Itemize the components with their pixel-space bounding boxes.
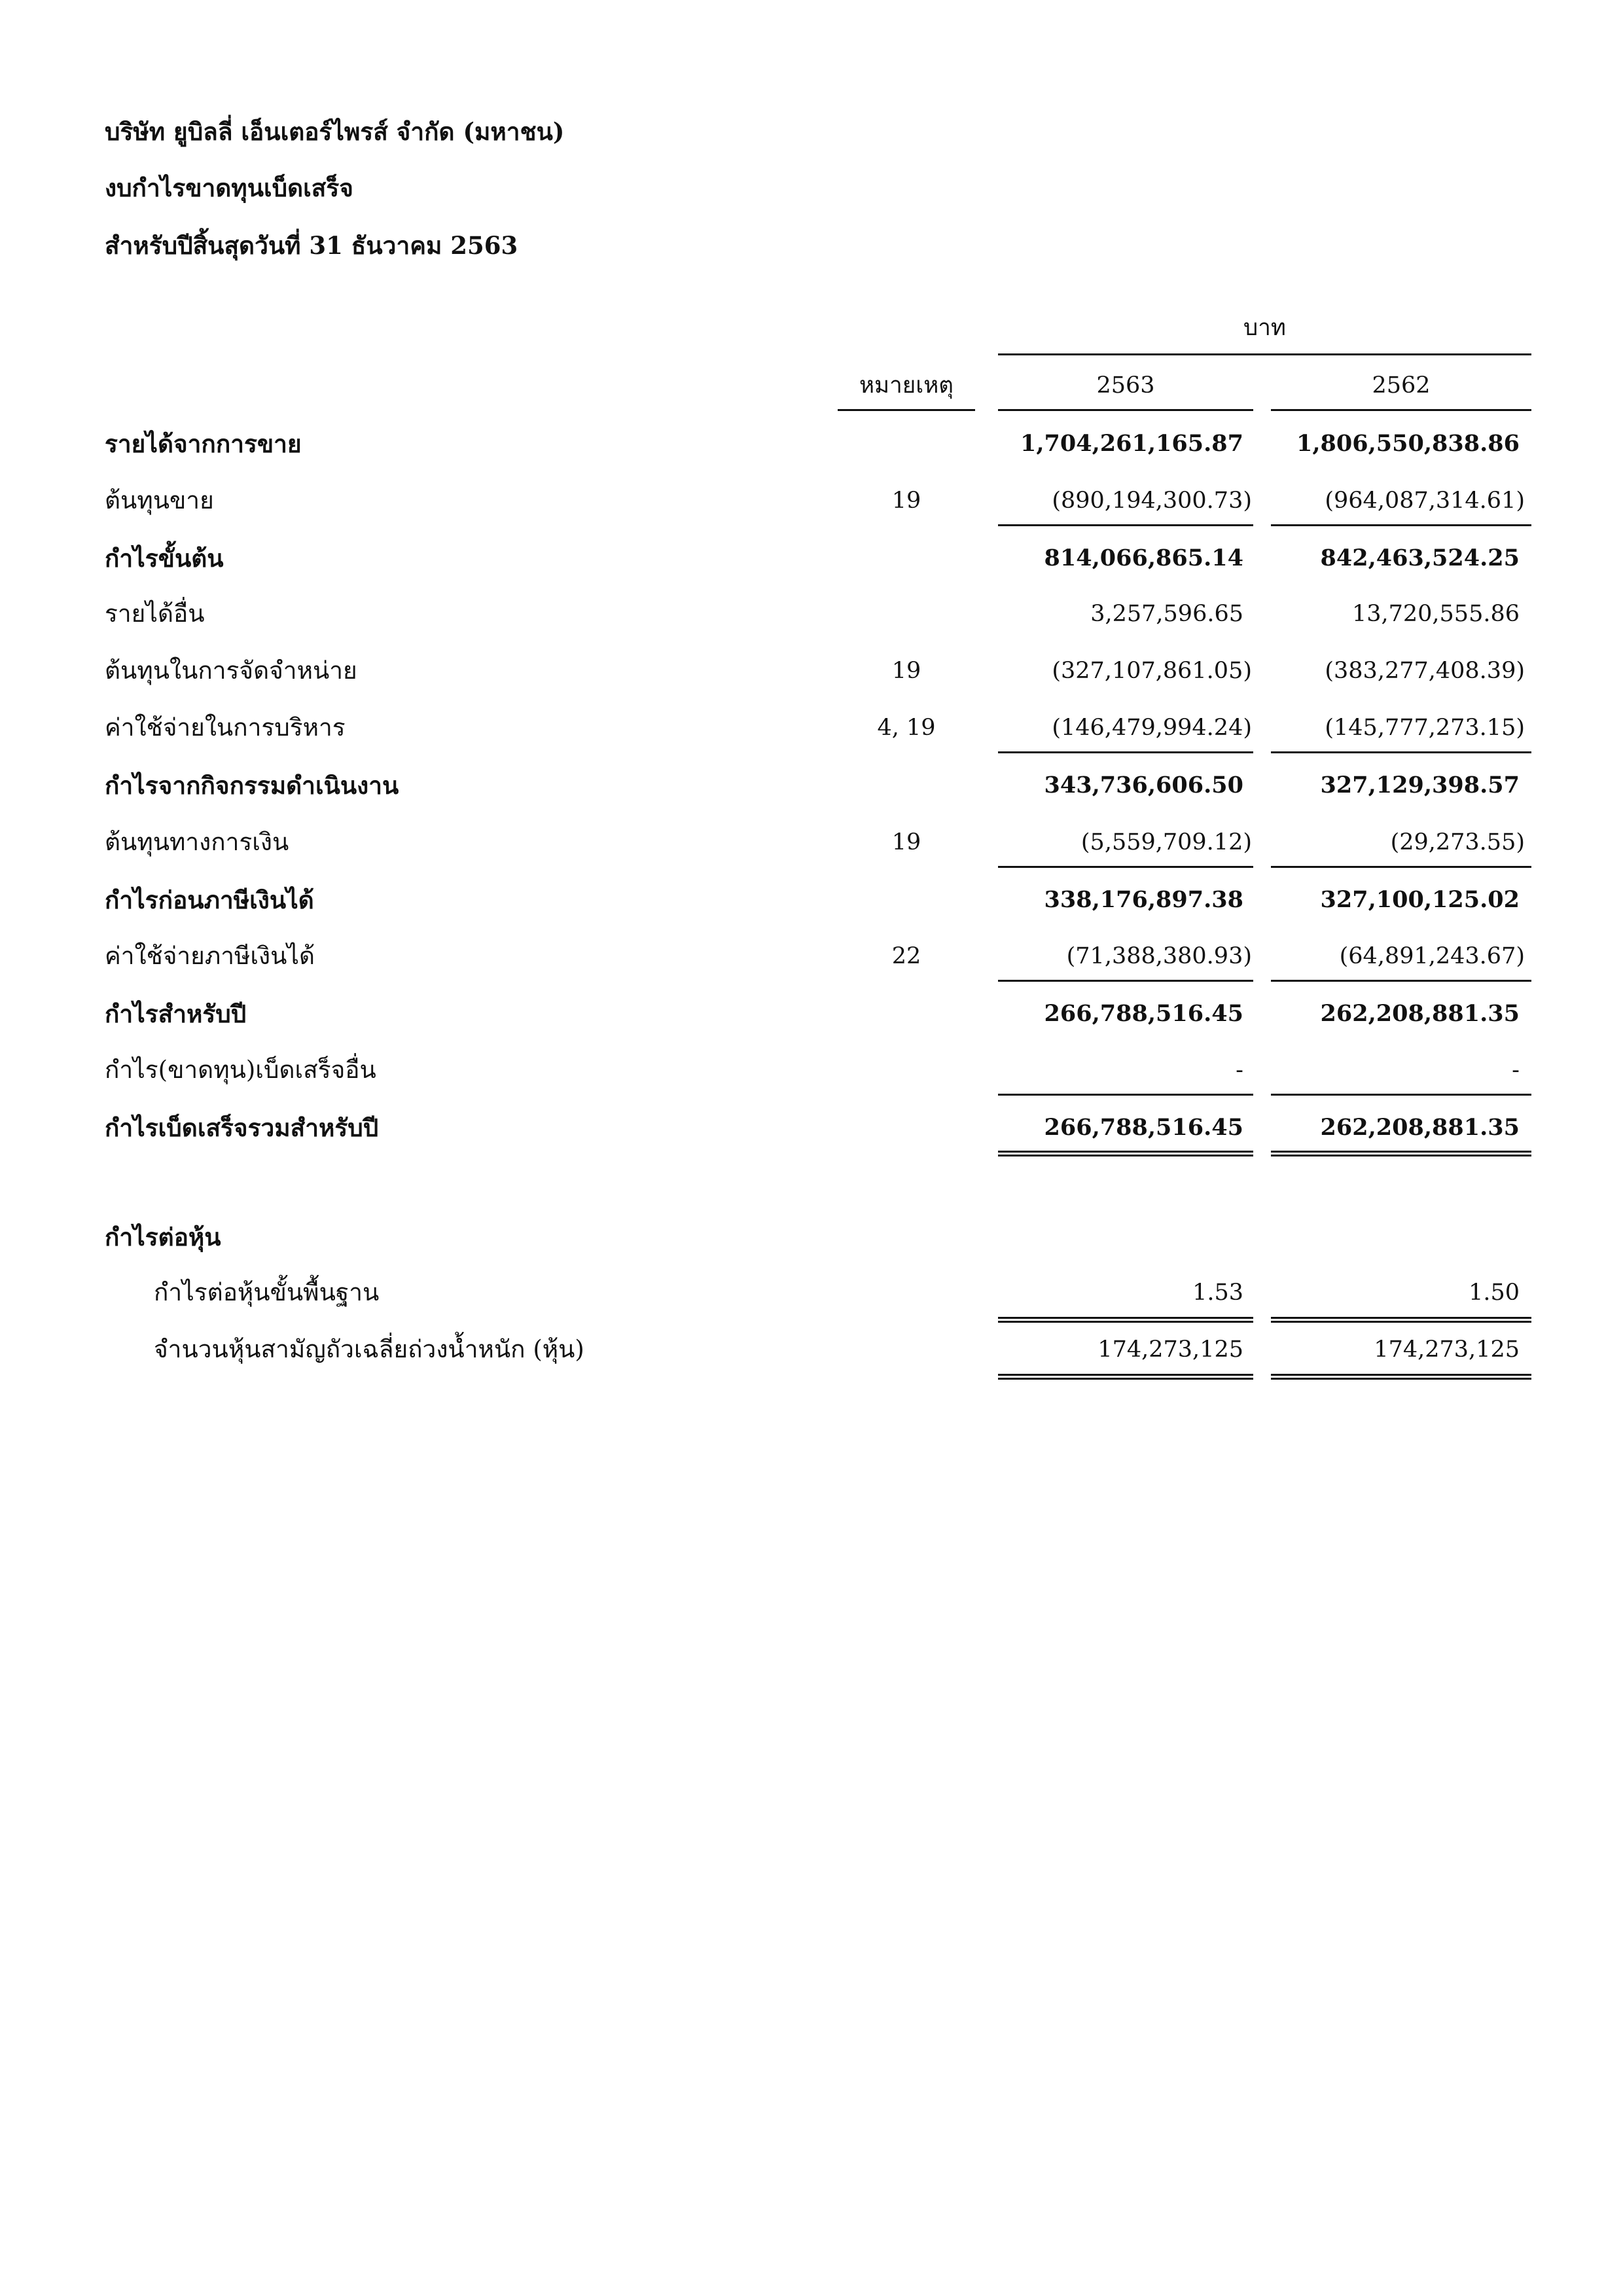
row-value-2563: (327,107,861.05) xyxy=(1052,658,1252,684)
row-label: กำไรขั้นต้น xyxy=(105,544,224,573)
year1-heading-underline xyxy=(998,409,1253,411)
row-note: 22 xyxy=(891,943,921,969)
row-value-2563: 814,066,865.14 xyxy=(1044,545,1243,571)
row-value-2562: 327,100,125.02 xyxy=(1320,886,1520,913)
subtotal-line xyxy=(998,980,1253,982)
subtotal-line xyxy=(998,866,1253,868)
row-total-comprehensive-income xyxy=(0,1111,1623,1144)
total-double-line xyxy=(1271,1151,1531,1157)
row-value-2563: 3,257,596.65 xyxy=(1090,601,1243,627)
row-value-2562: 13,720,555.86 xyxy=(1351,601,1520,627)
row-label: ต้นทุนในการจัดจำหน่าย xyxy=(105,656,357,685)
row-value-2563: 338,176,897.38 xyxy=(1044,886,1243,913)
subtotal-line xyxy=(1271,866,1531,868)
subtotal-line xyxy=(1271,524,1531,526)
row-operating-profit xyxy=(0,769,1623,802)
row-administrative-expenses xyxy=(0,711,1623,744)
statement-title: งบกำไรขาดทุนเบ็ดเสร็จ xyxy=(105,173,353,202)
row-value-2562: (64,891,243.67) xyxy=(1339,943,1525,969)
row-label: ค่าใช้จ่ายในการบริหาร xyxy=(105,713,346,742)
row-note: 19 xyxy=(891,488,921,514)
row-value-2562: 1.50 xyxy=(1469,1280,1520,1306)
currency-heading: บาท xyxy=(1243,315,1286,341)
subtotal-line xyxy=(998,751,1253,753)
row-sales-revenue xyxy=(0,427,1623,460)
note-heading-underline xyxy=(838,409,975,411)
eps-double-line xyxy=(998,1317,1253,1323)
year2-heading-underline xyxy=(1271,409,1531,411)
company-name: บริษัท ยูบิลลี่ เอ็นเตอร์ไพรส์ จำกัด (มหาชน) xyxy=(105,117,565,146)
row-value-2562: 327,129,398.57 xyxy=(1320,772,1520,798)
row-value-2563: 1,704,261,165.87 xyxy=(1020,430,1243,457)
subtotal-line xyxy=(1271,751,1531,753)
row-finance-costs xyxy=(0,826,1623,859)
subtotal-line xyxy=(1271,980,1531,982)
row-value-2562: (145,777,273.15) xyxy=(1325,715,1525,741)
row-value-2563: (71,388,380.93) xyxy=(1066,943,1252,969)
row-other-income xyxy=(0,598,1623,630)
row-distribution-costs xyxy=(0,655,1623,687)
row-note: 4, 19 xyxy=(877,715,936,741)
row-value-2562: 262,208,881.35 xyxy=(1320,1114,1520,1141)
row-label: รายได้จากการขาย xyxy=(105,429,302,458)
eps-section-title xyxy=(0,1221,1623,1253)
row-value-2562: 1,806,550,838.86 xyxy=(1296,430,1520,457)
row-note: 19 xyxy=(891,658,921,684)
row-basic-eps xyxy=(0,1276,1623,1309)
row-label: ต้นทุนทางการเงิน xyxy=(105,828,289,856)
row-value-2563: 343,736,606.50 xyxy=(1044,772,1243,798)
statement-period: สำหรับปีสิ้นสุดวันที่ 31 ธันวาคม 2563 xyxy=(105,231,518,260)
row-value-2562: 174,273,125 xyxy=(1374,1336,1520,1363)
subtotal-line xyxy=(998,524,1253,526)
row-value-2563: 174,273,125 xyxy=(1097,1336,1243,1363)
eps-title: กำไรต่อหุ้น xyxy=(105,1223,221,1251)
row-value-2563: 1.53 xyxy=(1192,1280,1243,1306)
eps-double-line xyxy=(1271,1317,1531,1323)
year-2563-heading: 2563 xyxy=(1096,372,1155,399)
row-value-2562: 262,208,881.35 xyxy=(1320,1000,1520,1027)
row-label: รายได้อื่น xyxy=(105,600,205,628)
total-double-line xyxy=(998,1151,1253,1157)
row-label: กำไรต่อหุ้นขั้นพื้นฐาน xyxy=(154,1278,380,1306)
row-value-2563: (5,559,709.12) xyxy=(1080,829,1252,855)
row-other-comprehensive-income xyxy=(0,1054,1623,1086)
shares-double-line xyxy=(998,1374,1253,1380)
row-label: ค่าใช้จ่ายภาษีเงินได้ xyxy=(105,942,315,970)
row-label: กำไร(ขาดทุน)เบ็ดเสร็จอื่น xyxy=(105,1056,376,1084)
row-value-2563: - xyxy=(1236,1057,1243,1083)
row-label: จำนวนหุ้นสามัญถัวเฉลี่ยถ่วงน้ำหนัก (หุ้น) xyxy=(154,1335,584,1363)
subtotal-line xyxy=(1271,1094,1531,1096)
row-label: กำไรจากกิจกรรมดำเนินงาน xyxy=(105,771,399,800)
row-gross-profit xyxy=(0,542,1623,575)
row-income-tax-expense xyxy=(0,940,1623,973)
row-profit-for-year xyxy=(0,997,1623,1030)
row-note: 19 xyxy=(891,829,921,855)
year-2562-heading: 2562 xyxy=(1372,372,1431,399)
row-label: กำไรเบ็ดเสร็จรวมสำหรับปี xyxy=(105,1113,379,1142)
row-profit-before-tax xyxy=(0,884,1623,916)
row-value-2562: (383,277,408.39) xyxy=(1325,658,1525,684)
row-value-2563: 266,788,516.45 xyxy=(1044,1000,1243,1027)
row-value-2562: 842,463,524.25 xyxy=(1320,545,1520,571)
shares-double-line xyxy=(1271,1374,1531,1380)
currency-underline xyxy=(998,353,1531,355)
row-label: กำไรก่อนภาษีเงินได้ xyxy=(105,886,314,914)
note-column-heading: หมายเหตุ xyxy=(859,372,954,399)
row-value-2563: (890,194,300.73) xyxy=(1052,488,1252,514)
row-label: กำไรสำหรับปี xyxy=(105,999,247,1028)
row-weighted-shares xyxy=(0,1333,1623,1366)
row-value-2563: 266,788,516.45 xyxy=(1044,1114,1243,1141)
subtotal-line xyxy=(998,1094,1253,1096)
row-value-2563: (146,479,994.24) xyxy=(1052,715,1252,741)
row-value-2562: - xyxy=(1512,1057,1520,1083)
row-value-2562: (964,087,314.61) xyxy=(1325,488,1525,514)
row-value-2562: (29,273.55) xyxy=(1390,829,1525,855)
row-cost-of-sales xyxy=(0,484,1623,517)
row-label: ต้นทุนขาย xyxy=(105,486,214,514)
